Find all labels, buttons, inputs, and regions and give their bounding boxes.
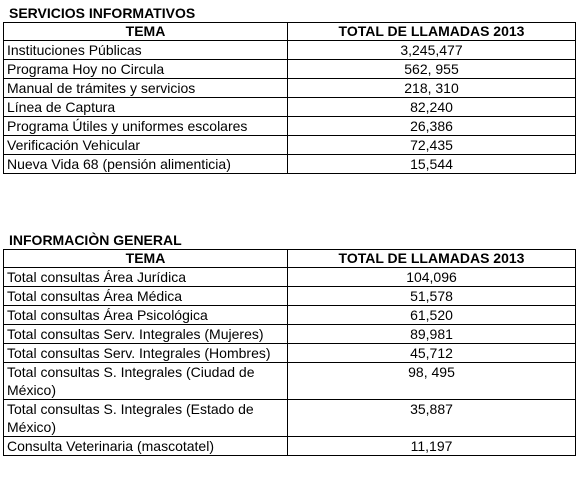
tema-cell: Total consultas Serv. Integrales (Hombres) — [4, 344, 288, 363]
total-cell: 61,520 — [288, 306, 576, 325]
total-cell: 89,981 — [288, 325, 576, 344]
table-row — [4, 155, 576, 174]
total-cell: 3,245,477 — [288, 41, 576, 60]
section-title-servicios-informativos: SERVICIOS INFORMATIVOS — [9, 5, 196, 21]
tema-cell: Total consultas S. Integrales (Ciudad de México) — [4, 363, 288, 400]
column-header-total: TOTAL DE LLAMADAS 2013 — [288, 250, 576, 268]
total-cell: 35,887 — [288, 400, 576, 437]
column-header-tema: TEMA — [4, 250, 288, 268]
tema-cell: Total consultas Área Jurídica — [4, 268, 288, 287]
table-row — [4, 136, 576, 155]
total-cell: 104,096 — [288, 268, 576, 287]
table-row — [4, 98, 576, 117]
total-cell: 218, 310 — [288, 79, 576, 98]
table-header-row — [4, 23, 576, 41]
column-header-tema: TEMA — [4, 23, 288, 41]
table-row — [4, 60, 576, 79]
total-cell: 26,386 — [288, 117, 576, 136]
section-title-informacion-general: INFORMACIÒN GENERAL — [9, 232, 182, 248]
total-cell: 98, 495 — [288, 363, 576, 400]
table-row — [4, 363, 576, 400]
total-cell: 72,435 — [288, 136, 576, 155]
table-row — [4, 117, 576, 136]
table-row — [4, 437, 576, 456]
tema-cell: Manual de trámites y servicios — [4, 79, 288, 98]
tema-cell: Línea de Captura — [4, 98, 288, 117]
table-row — [4, 268, 576, 287]
tema-cell: Total consultas S. Integrales (Estado de México) — [4, 400, 288, 437]
column-header-total: TOTAL DE LLAMADAS 2013 — [288, 23, 576, 41]
tema-cell: Verificación Vehicular — [4, 136, 288, 155]
tema-cell: Nueva Vida 68 (pensión alimenticia) — [4, 155, 288, 174]
total-cell: 562, 955 — [288, 60, 576, 79]
servicios-informativos-table — [3, 22, 576, 174]
total-cell: 82,240 — [288, 98, 576, 117]
table-row — [4, 287, 576, 306]
table-row — [4, 41, 576, 60]
tema-cell: Total consultas Área Médica — [4, 287, 288, 306]
total-cell: 15,544 — [288, 155, 576, 174]
total-cell: 45,712 — [288, 344, 576, 363]
tema-cell: Instituciones Públicas — [4, 41, 288, 60]
table-row — [4, 400, 576, 437]
tema-cell: Programa Hoy no Circula — [4, 60, 288, 79]
table-row — [4, 325, 576, 344]
tema-cell: Programa Útiles y uniformes escolares — [4, 117, 288, 136]
table-row — [4, 306, 576, 325]
informacion-general-table — [3, 249, 576, 456]
total-cell: 51,578 — [288, 287, 576, 306]
total-cell: 11,197 — [288, 437, 576, 456]
table-row — [4, 79, 576, 98]
tema-cell: Total consultas Área Psicológica — [4, 306, 288, 325]
tema-cell: Consulta Veterinaria (mascotatel) — [4, 437, 288, 456]
table-row — [4, 344, 576, 363]
table-header-row — [4, 250, 576, 268]
tema-cell: Total consultas Serv. Integrales (Mujeres) — [4, 325, 288, 344]
